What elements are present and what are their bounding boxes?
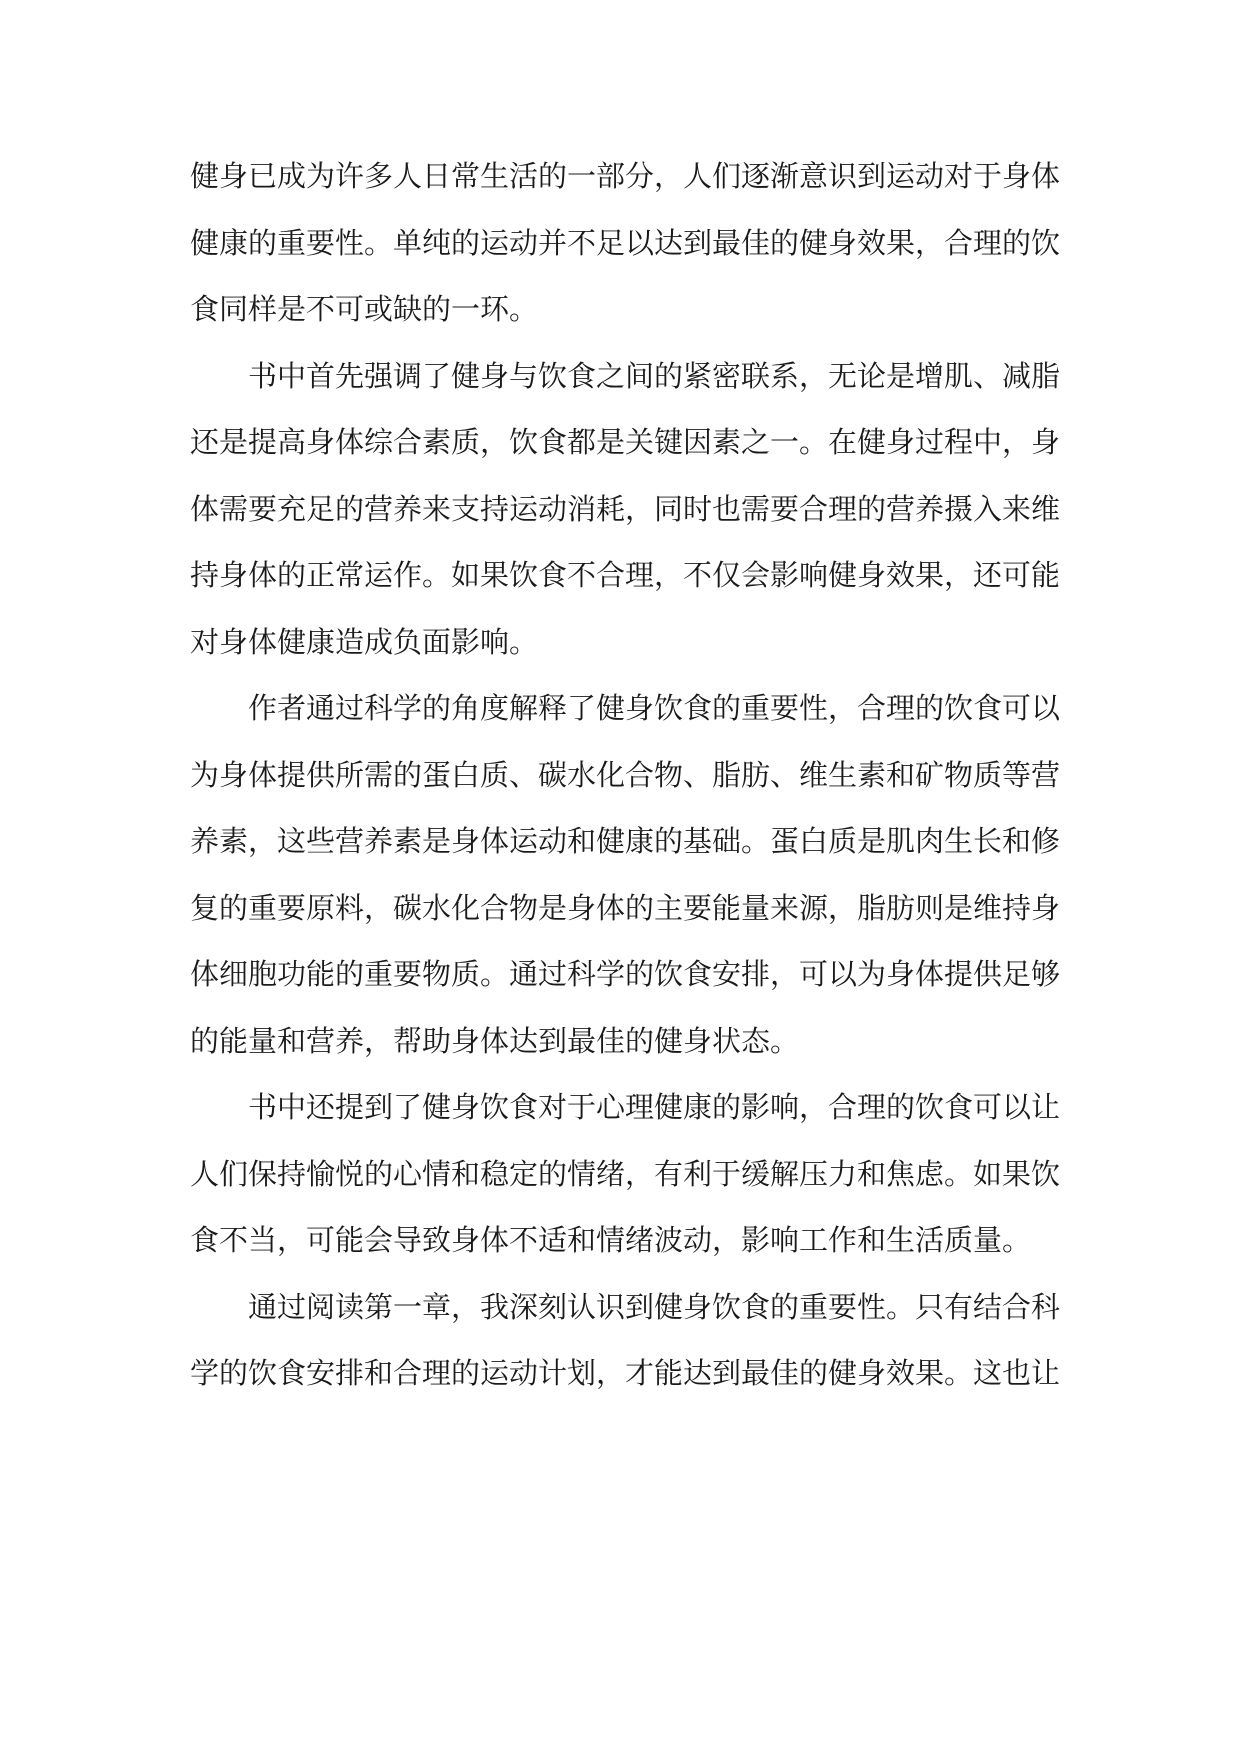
text-line: 体需要充足的营养来支持运动消耗，同时也需要合理的营养摄入来维 — [190, 491, 1061, 526]
text-line: 人们保持愉悦的心情和稳定的情绪，有利于缓解压力和焦虑。如果饮 — [190, 1156, 1061, 1191]
text-line: 的能量和营养，帮助身体达到最佳的健身状态。 — [190, 1023, 800, 1058]
paragraph-1 — [190, 143, 1060, 343]
text-line: 作者通过科学的角度解释了健身饮食的重要性，合理的饮食可以 — [248, 691, 1061, 725]
paragraph-4 — [190, 1074, 1060, 1274]
text-line: 书中还提到了健身饮食对于心理健康的影响，合理的饮食可以让 — [248, 1090, 1061, 1124]
text-line: 书中首先强调了健身与饮食之间的紧密联系，无论是增肌、减脂 — [248, 358, 1061, 393]
body-text — [190, 143, 1060, 1407]
text-line: 健康的重要性。单纯的运动并不足以达到最佳的健身效果，合理的饮 — [190, 225, 1061, 260]
text-line: 持身体的正常运作。如果饮食不合理，不仅会影响健身效果，还可能 — [190, 558, 1061, 592]
text-line: 食同样是不可或缺的一环。 — [190, 292, 539, 326]
paragraph-3 — [190, 675, 1060, 1074]
text-line: 为身体提供所需的蛋白质、碳水化合物、脂肪、维生素和矿物质等营 — [190, 757, 1061, 792]
paragraph-2 — [190, 343, 1060, 676]
paragraph-5 — [190, 1274, 1060, 1407]
text-line: 对身体健康造成负面影响。 — [190, 624, 539, 659]
text-line: 还是提高身体综合素质，饮食都是关键因素之一。在健身过程中，身 — [190, 425, 1061, 459]
text-line: 学的饮食安排和合理的运动计划，才能达到最佳的健身效果。这也让 — [190, 1356, 1061, 1390]
text-line: 复的重要原料，碳水化合物是身体的主要能量来源，脂肪则是维持身 — [190, 890, 1061, 925]
text-line: 养素，这些营养素是身体运动和健康的基础。蛋白质是肌肉生长和修 — [190, 824, 1061, 858]
text-line: 健身已成为许多人日常生活的一部分，人们逐渐意识到运动对于身体 — [190, 159, 1061, 193]
text-line: 食不当，可能会导致身体不适和情绪波动，影响工作和生活质量。 — [190, 1223, 1032, 1257]
text-line: 体细胞功能的重要物质。通过科学的饮食安排，可以为身体提供足够 — [190, 957, 1061, 991]
text-line: 通过阅读第一章，我深刻认识到健身饮食的重要性。只有结合科 — [248, 1289, 1061, 1324]
